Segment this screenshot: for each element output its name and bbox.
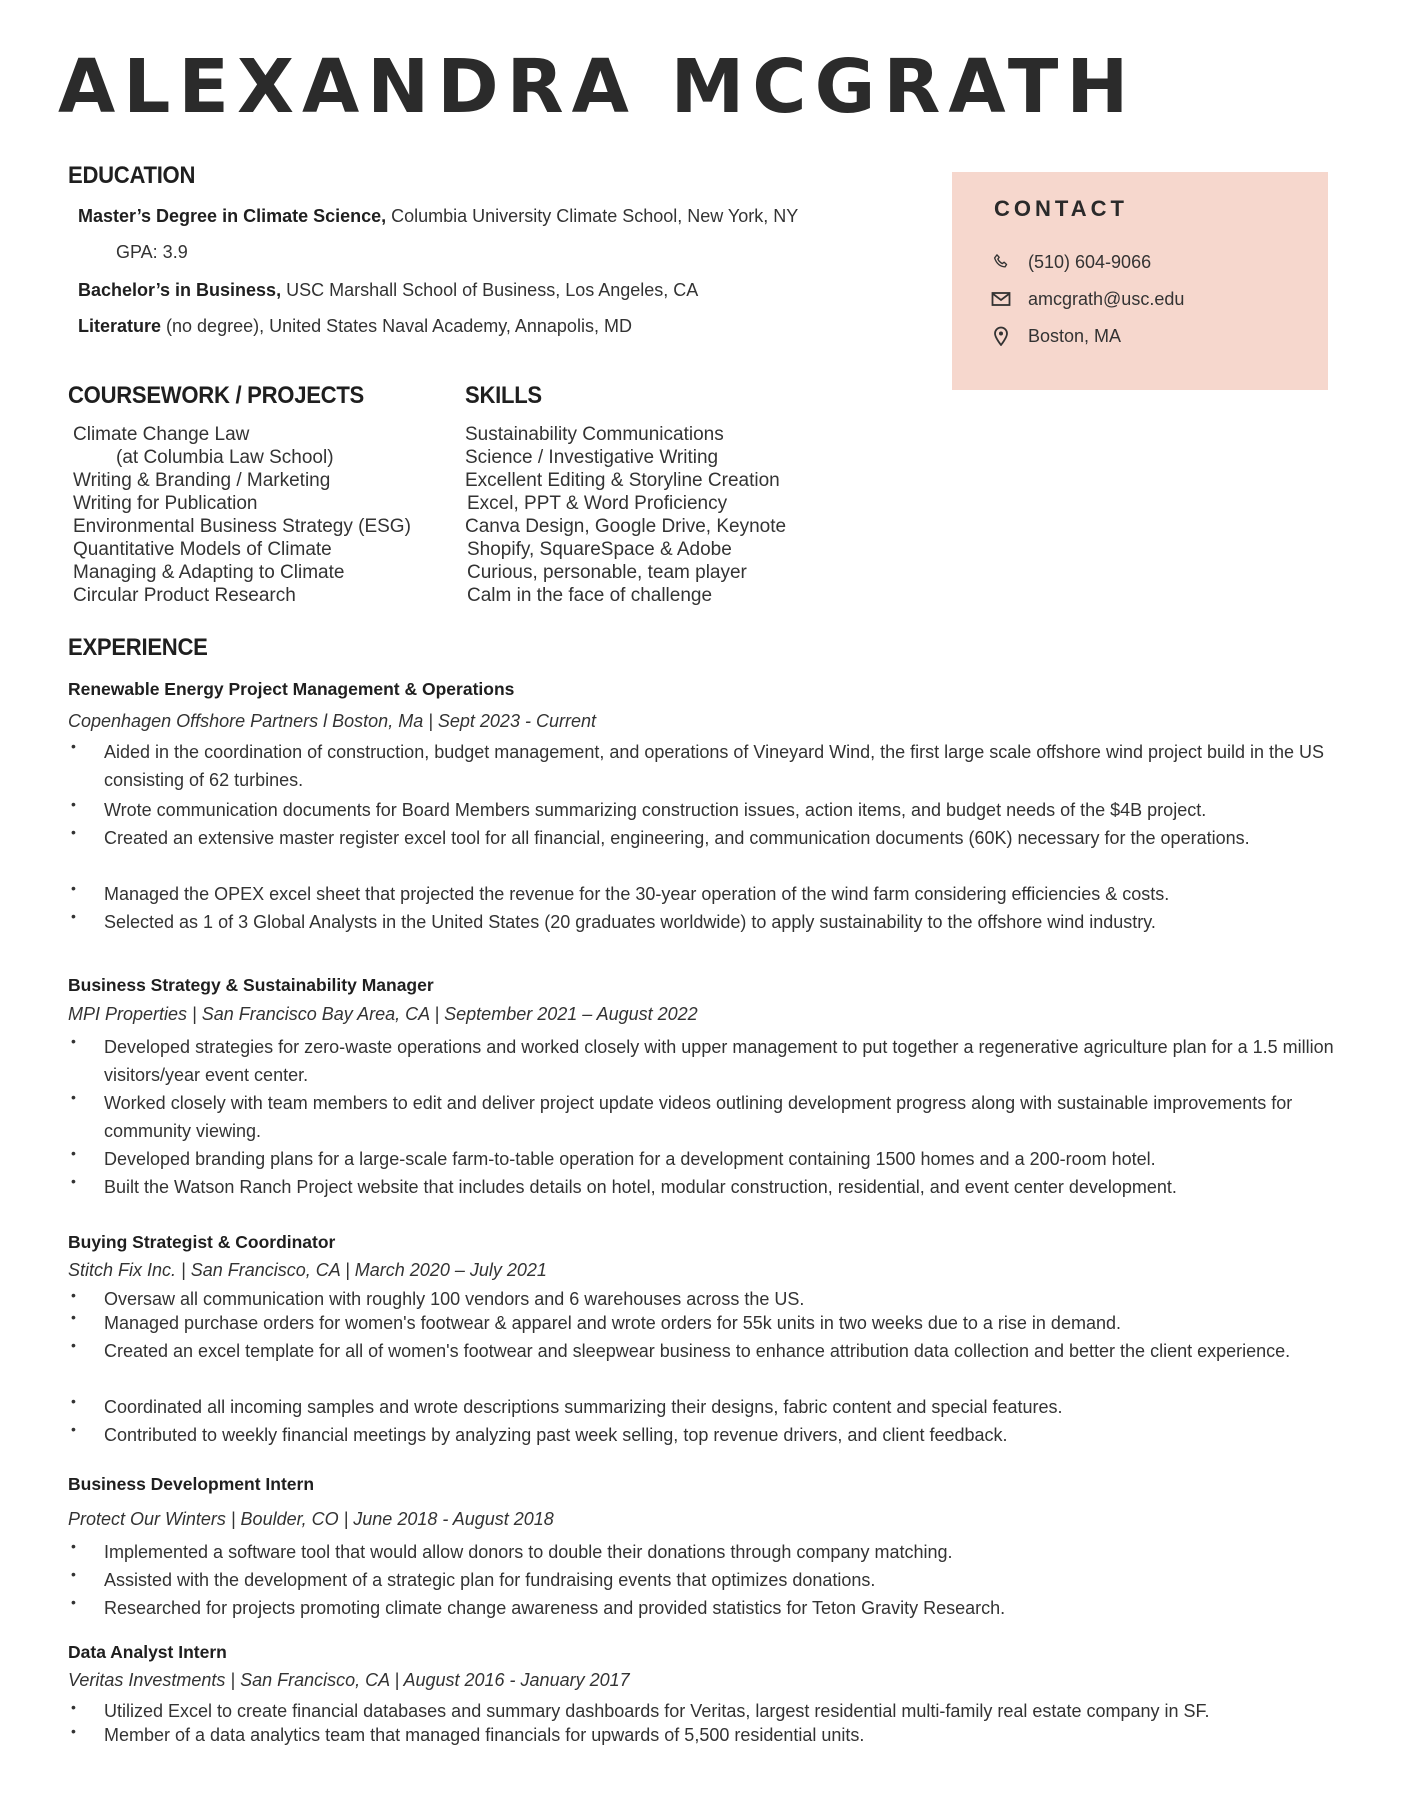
- education-heading: EDUCATION: [68, 162, 196, 189]
- list-item: • Member of a data analytics team that managed financials for upwards of 5,500 residential units.: [71, 1723, 865, 1745]
- skills-list: [465, 423, 786, 607]
- contact-box: [952, 172, 1328, 390]
- list-item: Calm in the face of challenge: [467, 585, 713, 606]
- list-item: • Built the Watson Ranch Project website that includes details on hotel, modular construction, residential, and event center development.: [71, 1173, 1177, 1197]
- list-item: • Researched for projects promoting climate change awareness and provided statistics for Teton Gravity Research.: [71, 1594, 1006, 1618]
- list-item: Canva Design, Google Drive, Keynote: [465, 516, 787, 537]
- job-title: Data Analyst Intern: [68, 1642, 227, 1662]
- school-label: (no degree), United States Naval Academy, Annapolis, MD: [161, 316, 632, 336]
- email-address: amcgrath@usc.edu: [1028, 288, 1185, 309]
- list-item: Curious, personable, team player: [467, 562, 747, 583]
- contact-location: [990, 323, 1121, 349]
- list-item: • Developed strategies for zero-waste operations and worked closely with upper management to put together a regenerative agriculture plan for a 1.5 million visitors/year event center.: [71, 1033, 1334, 1085]
- contact-heading: CONTACT: [994, 196, 1128, 221]
- list-item: • Developed branding plans for a large-scale farm-to-table operation for a development containing 1500 homes and a 200-room hotel.: [71, 1145, 1156, 1169]
- degree-label: Literature: [78, 316, 162, 336]
- experience-heading: EXPERIENCE: [68, 634, 208, 661]
- contact-email[interactable]: [990, 286, 1184, 312]
- skills-heading: SKILLS: [465, 382, 542, 409]
- mail-icon: [990, 288, 1012, 310]
- degree-label: Bachelor’s in Business,: [78, 280, 282, 300]
- coursework-heading: COURSEWORK / PROJECTS: [68, 382, 364, 409]
- list-item: • Coordinated all incoming samples and wrote descriptions summarizing their designs, fabric content and special features.: [71, 1393, 1063, 1417]
- location-pin-icon: [990, 325, 1012, 347]
- coursework-list: [73, 423, 411, 607]
- list-item: Climate Change Law: [73, 424, 250, 445]
- location-text: Boston, MA: [1028, 325, 1122, 346]
- list-item: • Managed the OPEX excel sheet that projected the revenue for the 30-year operation of the wind farm considering efficiencies & costs.: [71, 880, 1170, 904]
- list-item: • Selected as 1 of 3 Global Analysts in the United States (20 graduates worldwide) to apply sustainability to the offshore wind industry.: [71, 908, 1156, 932]
- job-meta: Stitch Fix Inc. | San Francisco, CA | March 2020 – July 2021: [68, 1260, 547, 1280]
- job-title: Buying Strategist & Coordinator: [68, 1232, 336, 1252]
- education-entry: [78, 206, 798, 227]
- job-title: Business Strategy & Sustainability Manager: [68, 975, 434, 995]
- school-label: Columbia University Climate School, New York, NY: [386, 206, 799, 226]
- list-item: • Worked closely with team members to edit and deliver project update videos outlining development progress along with sustainable improvements for community viewing.: [71, 1089, 1293, 1141]
- job-meta: MPI Properties | San Francisco Bay Area, CA | September 2021 – August 2022: [68, 1004, 698, 1024]
- job-title: Renewable Energy Project Management & Operations: [68, 679, 515, 699]
- degree-label: Master’s Degree in Climate Science,: [78, 206, 387, 226]
- list-item: • Created an excel template for all of women's footwear and sleepwear business to enhance attribution data collection and better the client experience.: [71, 1337, 1291, 1361]
- education-entry: [78, 280, 698, 301]
- list-item: Writing for Publication: [73, 493, 258, 514]
- list-item: • Aided in the coordination of construction, budget management, and operations of Vineyard Wind, the first large scale offshore wind project build in the US consisting of 62 turbines.: [71, 738, 1325, 790]
- list-item: • Wrote communication documents for Board Members summarizing construction issues, action items, and budget needs of the $4B project.: [71, 796, 1207, 820]
- list-item: • Created an extensive master register excel tool for all financial, engineering, and communication documents (60K) necessary for the operations.: [71, 824, 1250, 848]
- list-item: Sustainability Communications: [465, 424, 724, 445]
- job-meta: Protect Our Winters | Boulder, CO | June 2018 - August 2018: [68, 1509, 554, 1529]
- list-item: Managing & Adapting to Climate: [73, 562, 345, 583]
- phone-number: (510) 604-9066: [1028, 251, 1152, 272]
- list-item: Writing & Branding / Marketing: [73, 470, 331, 491]
- list-item: • Implemented a software tool that would allow donors to double their donations through company matching.: [71, 1538, 953, 1562]
- list-item: Environmental Business Strategy (ESG): [73, 516, 411, 537]
- list-item: • Contributed to weekly financial meetings by analyzing past week selling, top revenue drivers, and client feedback.: [71, 1421, 1008, 1445]
- education-entry: [78, 316, 632, 337]
- phone-icon: [990, 251, 1012, 273]
- list-item: Quantitative Models of Climate: [73, 539, 332, 560]
- list-item: Excellent Editing & Storyline Creation: [465, 470, 780, 491]
- candidate-name: ALEXANDRA MCGRATH: [58, 44, 1137, 130]
- gpa-note: GPA: 3.9: [116, 242, 188, 262]
- list-item: (at Columbia Law School): [116, 447, 334, 468]
- list-item: Excel, PPT & Word Proficiency: [467, 493, 728, 514]
- job-meta: Veritas Investments | San Francisco, CA | August 2016 - January 2017: [68, 1670, 630, 1690]
- job-meta: Copenhagen Offshore Partners l Boston, Ma | Sept 2023 - Current: [68, 711, 596, 731]
- list-item: • Utilized Excel to create financial databases and summary dashboards for Veritas, largest residential multi-family real estate company in SF.: [71, 1699, 1210, 1721]
- list-item: • Oversaw all communication with roughly 100 vendors and 6 warehouses across the US.: [71, 1287, 805, 1309]
- job-title: Business Development Intern: [68, 1474, 315, 1494]
- list-item: Circular Product Research: [73, 585, 296, 606]
- list-item: Shopify, SquareSpace & Adobe: [467, 539, 732, 560]
- list-item: • Assisted with the development of a strategic plan for fundraising events that optimizes donations.: [71, 1566, 876, 1590]
- school-label: USC Marshall School of Business, Los Angeles, CA: [281, 280, 699, 300]
- list-item: Science / Investigative Writing: [465, 447, 719, 468]
- list-item: • Managed purchase orders for women's footwear & apparel and wrote orders for 55k units in two weeks due to a rise in demand.: [71, 1309, 1121, 1333]
- contact-phone[interactable]: [990, 249, 1151, 275]
